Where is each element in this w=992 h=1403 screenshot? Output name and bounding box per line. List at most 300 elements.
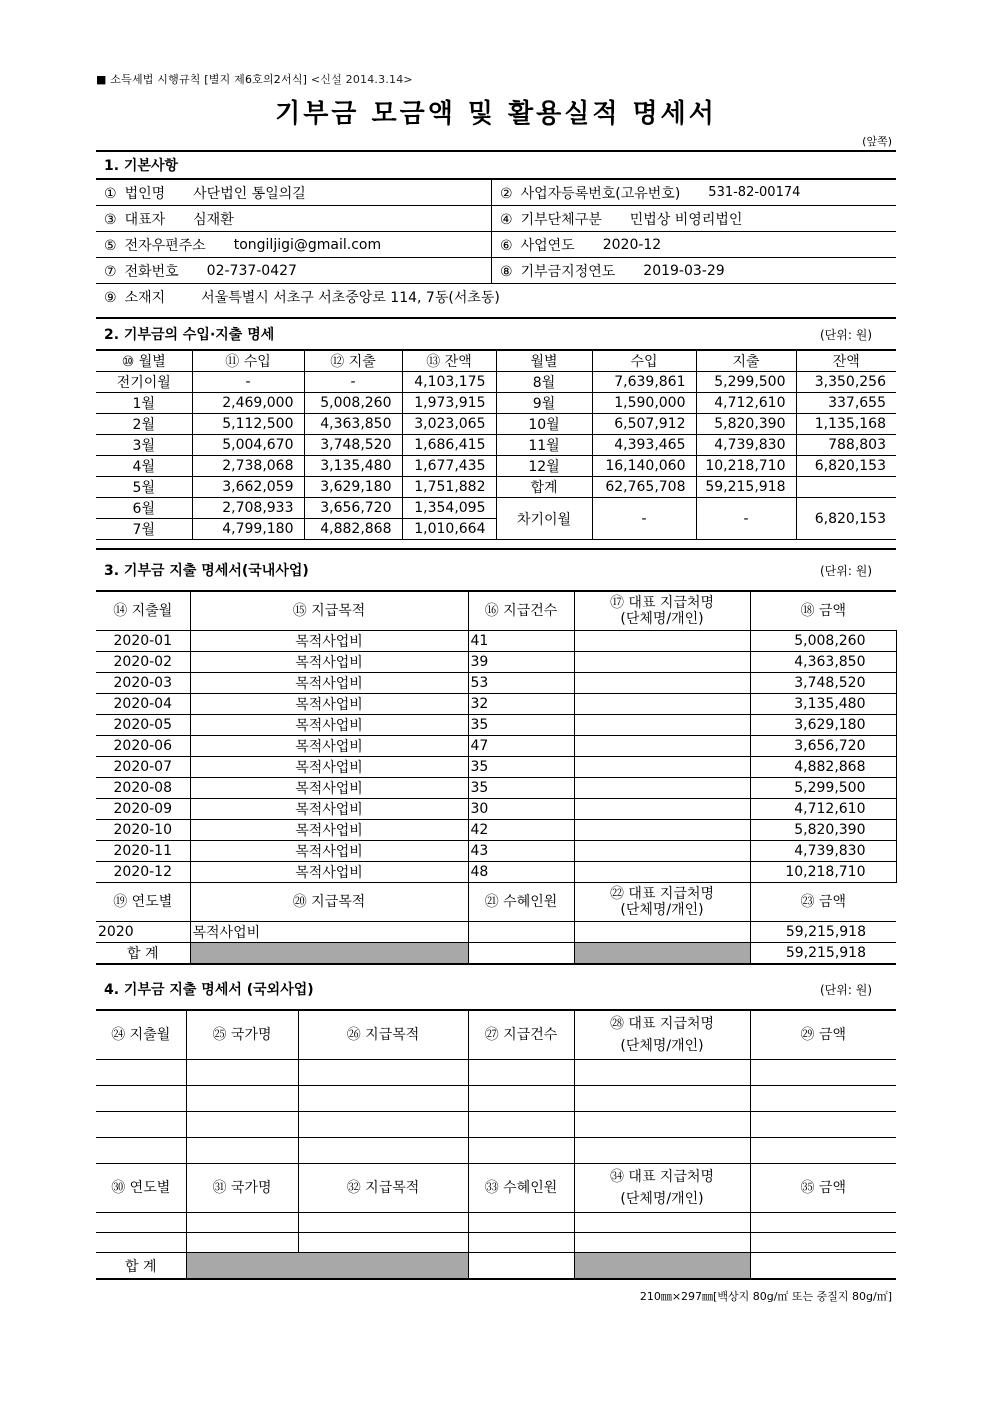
empty-cell [468,1213,574,1233]
column-header [574,883,750,922]
table-cell [574,841,750,862]
table-cell: 목적사업비 [190,820,468,841]
table-cell: 1,751,882 [402,477,496,498]
total-row [96,943,896,965]
table-cell: 1,686,415 [402,435,496,456]
type-label: 기부단체구분 [520,211,602,228]
table-cell: 7월 [96,519,192,540]
column-header: ㉜ 지급목적 [298,1164,468,1213]
table-header-row [96,883,896,922]
section-overseas-title: 4. 기부금 지출 명세서 (국외사업) [104,982,314,998]
unit-label: (단위: 원) [820,982,872,997]
empty-row [96,1233,896,1253]
table-header-row [96,591,896,631]
table-cell: 6,507,912 [592,414,696,435]
table-cell: 3,662,059 [192,477,304,498]
rep-label: 대표자 [124,211,166,228]
column-header: ⑩ 월별 [96,350,192,372]
column-header: ⑫ 지출 [304,350,402,372]
section-domestic [96,548,896,590]
table-cell: 목적사업비 [190,694,468,715]
table-cell [468,922,574,943]
table-cell: 3,656,720 [750,736,896,757]
table-cell: 47 [468,736,574,757]
table-row [96,498,896,519]
addr-label: 소재지 [124,289,166,306]
table-cell: 2,708,933 [192,498,304,519]
column-header: ⑭ 지출월 [96,591,190,631]
column-header: ㉖ 지급목적 [298,1010,468,1060]
corp-name-cell [96,180,492,205]
table-row [96,673,896,694]
section-basic-header [96,152,896,178]
table-cell: 5,004,670 [192,435,304,456]
column-header: ㉓ 금액 [750,883,896,922]
basic-info-grid [96,178,896,309]
num-badge: ① [104,185,117,202]
table-cell: 41 [468,631,574,652]
total-row [96,1253,896,1280]
empty-cell [96,1213,186,1233]
table-row [96,652,896,673]
type-cell [492,206,896,231]
total-label: 합 계 [96,943,190,965]
empty-cell [298,1060,468,1086]
column-header: ㉛ 국가명 [186,1164,298,1213]
empty-cell [96,1233,186,1253]
column-header-line: ㉞ 대표 지급처명 [609,1169,715,1185]
column-header [574,591,750,631]
basic-row [96,206,896,232]
email-value: tongiljigi@gmail.com [233,236,382,253]
num-badge: ⑧ [500,263,513,280]
table-cell: 2020-09 [96,799,190,820]
table-cell: 2020-02 [96,652,190,673]
section-domestic-header [96,550,896,590]
table-cell: 30 [468,799,574,820]
phone-label: 전화번호 [124,263,179,280]
table-cell: 4,712,610 [696,393,796,414]
table-cell: 3,135,480 [304,456,402,477]
column-header: 잔액 [796,350,896,372]
table-cell: 5,820,390 [696,414,796,435]
table-cell: 목적사업비 [190,736,468,757]
num-badge: ⑦ [104,263,117,280]
domestic-expense-table [96,590,897,965]
empty-cell [750,1112,896,1138]
empty-cell [96,1138,186,1164]
empty-row [96,1138,896,1164]
table-cell: 8월 [496,372,592,393]
addr-value: 서울특별시 서초구 서초중앙로 114, 7동(서초동) [201,289,500,306]
email-cell [96,232,492,257]
empty-row [96,1060,896,1086]
table-row [96,456,896,477]
section-overseas-header [96,969,896,1009]
column-header: ㉕ 국가명 [186,1010,298,1060]
table-header-row [96,1010,896,1060]
desig-value: 2019-03-29 [643,262,725,279]
table-cell [574,922,750,943]
empty-cell [574,1060,750,1086]
table-cell: 3,629,180 [304,477,402,498]
table-cell: 9월 [496,393,592,414]
table-cell: 12월 [496,456,592,477]
biz-no-cell [492,180,896,205]
table-cell: - [696,498,796,540]
table-cell: 목적사업비 [190,922,468,943]
num-badge: ③ [104,211,117,228]
basic-row [96,258,896,284]
table-cell: 2020-01 [96,631,190,652]
table-cell: 35 [468,715,574,736]
column-header: 지출 [696,350,796,372]
table-cell: 35 [468,757,574,778]
unit-label: (단위: 원) [820,327,872,342]
section-overseas [96,969,896,1009]
column-header-line: ㉒ 대표 지급처명 [609,886,715,902]
basic-row [96,180,896,206]
column-header: ㉟ 금액 [750,1164,896,1213]
table-cell: 788,803 [796,435,896,456]
biz-no-value: 531-82-00174 [708,185,801,200]
table-cell: 3,135,480 [750,694,896,715]
column-header-line: (단체명/개인) [620,1038,704,1054]
table-cell: 4,882,868 [750,757,896,778]
empty-row [96,1213,896,1233]
table-cell: 6,820,153 [796,456,896,477]
empty-cell [298,1086,468,1112]
num-badge: ⑥ [500,237,513,254]
table-cell: 1월 [96,393,192,414]
section-income-title: 2. 기부금의 수입·지출 명세 [104,327,275,343]
table-cell: 6,820,153 [796,498,896,540]
table-row [96,631,896,652]
table-cell [468,943,574,965]
empty-cell [750,1138,896,1164]
corp-name-label: 법인명 [124,185,166,202]
column-header: ㉝ 수혜인원 [468,1164,574,1213]
table-cell: 목적사업비 [190,862,468,883]
empty-cell [468,1233,574,1253]
table-cell [574,778,750,799]
empty-cell [186,1138,298,1164]
column-header: ⑪ 수입 [192,350,304,372]
table-cell [574,862,750,883]
table-cell: 2020-10 [96,820,190,841]
table-cell [574,652,750,673]
column-header: ㉑ 수혜인원 [468,883,574,922]
overseas-expense-table [96,1009,896,1280]
empty-cell [298,1233,468,1253]
table-row [96,820,896,841]
rep-value: 심재환 [193,211,234,228]
table-row [96,922,896,943]
empty-cell [96,1086,186,1112]
table-cell: 2020-12 [96,862,190,883]
table-row [96,435,896,456]
empty-cell [186,1060,298,1086]
phone-cell [96,258,492,283]
empty-cell [468,1060,574,1086]
table-cell: 2020-07 [96,757,190,778]
table-cell: 5,008,260 [304,393,402,414]
table-cell: 42 [468,820,574,841]
table-cell: - [192,372,304,393]
law-ref-text: ■ 소득세법 시행규칙 [별지 제6호의2서식] [96,73,308,86]
year-value: 2020-12 [602,236,662,253]
table-cell: 4,882,868 [304,519,402,540]
empty-cell [96,1112,186,1138]
table-cell: 35 [468,778,574,799]
table-cell: 5,299,500 [750,778,896,799]
table-cell: 1,677,435 [402,456,496,477]
table-cell: 10,218,710 [750,862,896,883]
table-cell: 3월 [96,435,192,456]
table-row [96,414,896,435]
table-cell: 전기이월 [96,372,192,393]
empty-cell [750,1060,896,1086]
table-cell: 3,748,520 [750,673,896,694]
table-cell: 39 [468,652,574,673]
table-row [96,715,896,736]
empty-cell [298,1213,468,1233]
empty-cell [298,1112,468,1138]
table-row [96,477,896,498]
table-cell: 1,010,664 [402,519,496,540]
empty-cell [298,1138,468,1164]
type-value: 민법상 비영리법인 [629,211,743,228]
table-row [96,862,896,883]
table-row [96,778,896,799]
empty-cell [186,1233,298,1253]
table-cell: 2020-03 [96,673,190,694]
table-cell: 3,350,256 [796,372,896,393]
total-value: 59,215,918 [750,943,896,965]
phone-value: 02-737-0427 [206,262,297,279]
empty-cell [750,1233,896,1253]
empty-cell [574,1086,750,1112]
column-header: ⑱ 금액 [750,591,896,631]
table-cell [574,736,750,757]
basic-row [96,284,896,309]
column-header: ⑬ 잔액 [402,350,496,372]
email-label: 전자우편주소 [124,237,206,254]
shaded-cell [574,943,750,965]
addr-cell [96,284,896,309]
column-header-line: ⑰ 대표 지급처명 [609,595,715,611]
table-cell [574,757,750,778]
table-cell: 7,639,861 [592,372,696,393]
table-cell: 59,215,918 [750,922,896,943]
table-row [96,736,896,757]
table-cell: 목적사업비 [190,652,468,673]
num-badge: ② [500,185,513,202]
table-row [96,694,896,715]
table-cell: 43 [468,841,574,862]
table-cell: 목적사업비 [190,799,468,820]
table-row [96,372,896,393]
table-cell: 32 [468,694,574,715]
table-cell: 2020-08 [96,778,190,799]
empty-row [96,1086,896,1112]
table-cell: - [304,372,402,393]
column-header: ㉗ 지급건수 [468,1010,574,1060]
table-cell: 5,299,500 [696,372,796,393]
table-cell: 2020-04 [96,694,190,715]
empty-cell [750,1213,896,1233]
table-cell: 2020-11 [96,841,190,862]
table-cell: 2,738,068 [192,456,304,477]
table-cell [574,715,750,736]
unit-label: (단위: 원) [820,563,872,578]
column-header: ㉚ 연도별 [96,1164,186,1213]
table-header-row [96,350,896,372]
empty-cell [750,1086,896,1112]
table-cell [796,477,896,498]
column-header-line: (단체명/개인) [620,902,704,918]
empty-cell [468,1138,574,1164]
table-row [96,799,896,820]
section-basic-title: 1. 기본사항 [104,158,179,174]
table-cell: 10월 [496,414,592,435]
table-cell: 16,140,060 [592,456,696,477]
form-title: 기부금 모금액 및 활용실적 명세서 [275,99,717,129]
desig-cell [492,258,896,283]
total-label: 합 계 [96,1253,186,1280]
table-cell: 5,008,260 [750,631,896,652]
income-expense-table [96,349,896,540]
table-cell: 2월 [96,414,192,435]
table-cell: 4,363,850 [304,414,402,435]
table-row [96,393,896,414]
table-cell [574,694,750,715]
table-cell: 1,590,000 [592,393,696,414]
table-cell: 목적사업비 [190,631,468,652]
shaded-cell [186,1253,468,1280]
empty-cell [468,1086,574,1112]
law-reference [96,70,896,90]
table-header-row [96,1164,896,1213]
desig-label: 기부금지정연도 [520,263,616,280]
rep-cell [96,206,492,231]
table-cell: 62,765,708 [592,477,696,498]
table-cell [574,799,750,820]
table-cell: 목적사업비 [190,841,468,862]
table-cell: 1,354,095 [402,498,496,519]
column-header: ⑳ 지급목적 [190,883,468,922]
empty-cell [574,1213,750,1233]
table-cell: 3,629,180 [750,715,896,736]
column-header [574,1164,750,1213]
form-page [96,70,896,1304]
empty-cell [186,1213,298,1233]
table-cell: 3,656,720 [304,498,402,519]
section-domestic-title: 3. 기부금 지출 명세서(국내사업) [104,563,309,579]
table-cell: 2,469,000 [192,393,304,414]
side-label: (앞쪽) [862,135,892,148]
shaded-cell [574,1253,750,1280]
year-label: 사업연도 [520,237,575,254]
table-cell: 3,023,065 [402,414,496,435]
table-cell: 목적사업비 [190,673,468,694]
empty-cell [468,1112,574,1138]
table-cell: 4월 [96,456,192,477]
column-header: ⑮ 지급목적 [190,591,468,631]
table-cell: 53 [468,673,574,694]
table-cell: 48 [468,862,574,883]
num-badge: ⑨ [104,289,117,306]
table-cell: 337,655 [796,393,896,414]
section-income-header [96,319,896,349]
table-cell: 합계 [496,477,592,498]
empty-cell [186,1112,298,1138]
table-cell: 10,218,710 [696,456,796,477]
paper-spec: 210㎜×297㎜[백상지 80g/㎡ 또는 중질지 80g/㎡] [639,1290,892,1303]
column-header: ㉔ 지출월 [96,1010,186,1060]
table-cell [574,673,750,694]
section-income [96,317,896,349]
column-header: ㉙ 금액 [750,1010,896,1060]
biz-no-label: 사업자등록번호(고유번호) [520,185,681,202]
table-cell: 1,973,915 [402,393,496,414]
table-cell: 4,393,465 [592,435,696,456]
empty-cell [574,1138,750,1164]
column-header: ⑯ 지급건수 [468,591,574,631]
table-row [96,757,896,778]
shaded-cell [190,943,468,965]
table-cell: 4,799,180 [192,519,304,540]
num-badge: ⑤ [104,237,117,254]
basic-row [96,232,896,258]
table-cell: 11월 [496,435,592,456]
table-cell: 목적사업비 [190,715,468,736]
empty-cell [96,1060,186,1086]
column-header-line: (단체명/개인) [620,611,704,627]
table-cell [468,1253,574,1280]
column-header: 월별 [496,350,592,372]
table-cell: 1,135,168 [796,414,896,435]
table-cell: 5월 [96,477,192,498]
column-header: 수입 [592,350,696,372]
table-cell: 차기이월 [496,498,592,540]
column-header: ⑲ 연도별 [96,883,190,922]
table-cell: 2020-05 [96,715,190,736]
table-cell [574,631,750,652]
empty-row [96,1112,896,1138]
table-row [96,841,896,862]
num-badge: ④ [500,211,513,228]
table-cell: 4,739,830 [696,435,796,456]
table-cell: 목적사업비 [190,778,468,799]
table-cell: 4,739,830 [750,841,896,862]
table-cell: 3,748,520 [304,435,402,456]
column-header-line: ㉘ 대표 지급처명 [609,1016,715,1032]
section-basic [96,150,896,178]
year-cell [492,232,896,257]
table-cell: 4,363,850 [750,652,896,673]
empty-cell [574,1112,750,1138]
table-cell: 59,215,918 [696,477,796,498]
table-cell: 2020 [96,922,190,943]
table-cell: 6월 [96,498,192,519]
empty-cell [186,1086,298,1112]
table-cell [750,1253,896,1280]
table-cell: 2020-06 [96,736,190,757]
law-new-text: <신설 2014.3.14> [310,73,413,86]
table-cell: 4,103,175 [402,372,496,393]
table-cell: 5,820,390 [750,820,896,841]
